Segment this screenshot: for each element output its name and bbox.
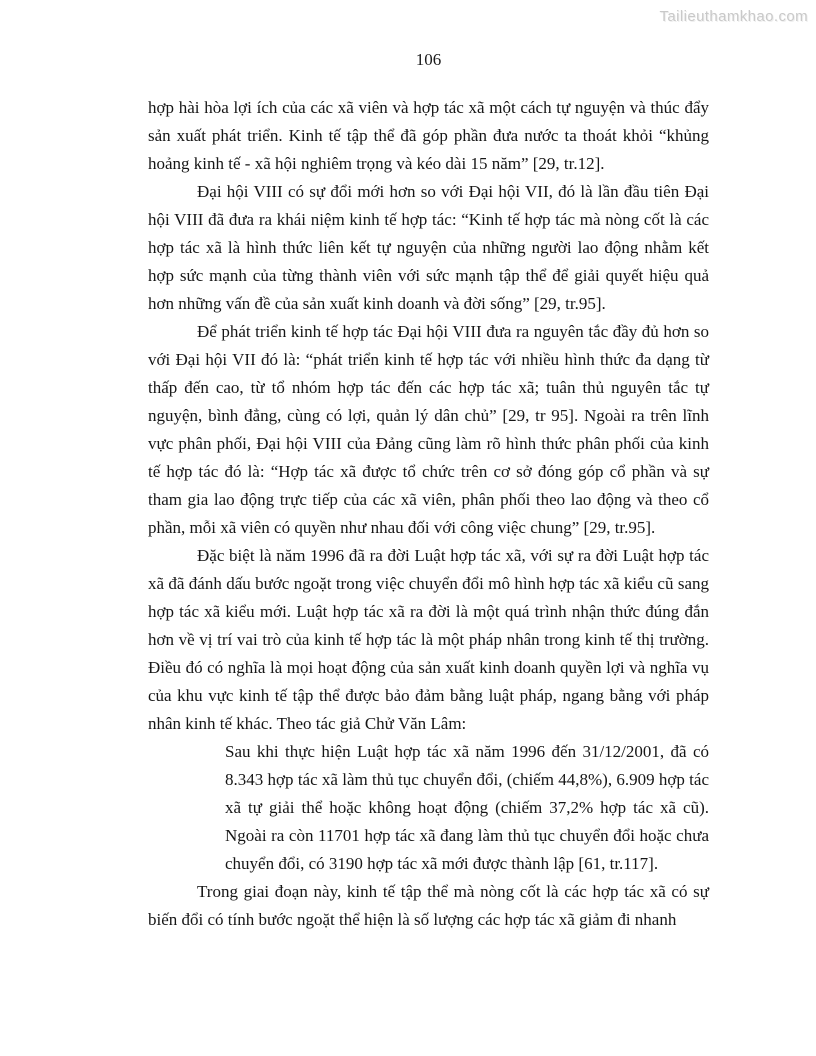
paragraph: Đặc biệt là năm 1996 đã ra đời Luật hợp tác xã, với sự ra đời Luật hợp tác xã đã đánh dấu bước ngoặt trong việc chuyển đổi mô hình hợp tác xã kiểu cũ sang hợp tác xã kiểu mới. Luật hợp tác xã ra đời là một quá trình nhận thức đúng đắn hơn về vị trí vai trò của kinh tế hợp tác là một pháp nhân trong kinh tế thị trường. Điều đó có nghĩa là mọi hoạt động của sản xuất kinh doanh quyền lợi và nghĩa vụ của khu vực kinh tế tập thể được bảo đảm bằng luật pháp, ngang bằng với pháp nhân kinh tế khác. Theo tác giả Chử Văn Lâm: xyxy=(148,546,709,733)
block-quote: Sau khi thực hiện Luật hợp tác xã năm 1996 đến 31/12/2001, đã có 8.343 hợp tác xã làm thủ tục chuyển đổi, (chiếm 44,8%), 6.909 hợp tác xã tự giải thể hoặc không hoạt động (chiếm 37,2% hợp tác xã cũ). Ngoài ra còn 11701 hợp tác xã đang làm thủ tục chuyển đổi hoặc chưa chuyển đổi, có 3190 hợp tác xã mới được thành lập [61, tr.117]. xyxy=(225,742,709,873)
paragraph: Để phát triển kinh tế hợp tác Đại hội VIII đưa ra nguyên tắc đầy đủ hơn so với Đại hội VII đó là: “phát triển kinh tế hợp tác với nhiều hình thức đa dạng từ thấp đến cao, từ tổ nhóm hợp tác đến các hợp tác xã; tuân thủ nguyên tắc tự nguyện, bình đẳng, cùng có lợi, quản lý dân chủ” [29, tr 95]. Ngoài ra trên lĩnh vực phân phối, Đại hội VIII của Đảng cũng làm rõ hình thức phân phối của kinh tế hợp tác đó là: “Hợp tác xã được tổ chức trên cơ sở đóng góp cổ phần và sự tham gia lao động trực tiếp của các xã viên, phân phối theo lao động và theo cổ phần, mỗi xã viên có quyền như nhau đối với công việc chung” [29, tr.95]. xyxy=(148,322,709,537)
paragraph: Trong giai đoạn này, kinh tế tập thể mà nòng cốt là các hợp tác xã có sự biến đổi có tính bước ngoặt thể hiện là số lượng các hợp tác xã giảm đi nhanh xyxy=(148,882,709,929)
page-body-text xyxy=(148,94,709,934)
page-number: 106 xyxy=(415,50,442,69)
watermark: Tailieuthamkhao.com xyxy=(659,8,808,25)
paragraph: hợp hài hòa lợi ích của các xã viên và hợp tác xã một cách tự nguyện và thúc đẩy sản xuất phát triển. Kinh tế tập thể đã góp phần đưa nước ta thoát khỏi “khủng hoảng kinh tế - xã hội nghiêm trọng và kéo dài 15 năm” [29, tr.12]. xyxy=(148,98,709,173)
paragraph: Đại hội VIII có sự đổi mới hơn so với Đại hội VII, đó là lần đầu tiên Đại hội VIII đã đưa ra khái niệm kinh tế hợp tác: “Kinh tế hợp tác mà nòng cốt là các hợp tác xã là hình thức liên kết tự nguyện của những người lao động nhằm kết hợp sức mạnh của từng thành viên với sức mạnh tập thể để giải quyết hiệu quả hơn những vấn đề của sản xuất kinh doanh và đời sống” [29, tr.95]. xyxy=(148,182,709,313)
